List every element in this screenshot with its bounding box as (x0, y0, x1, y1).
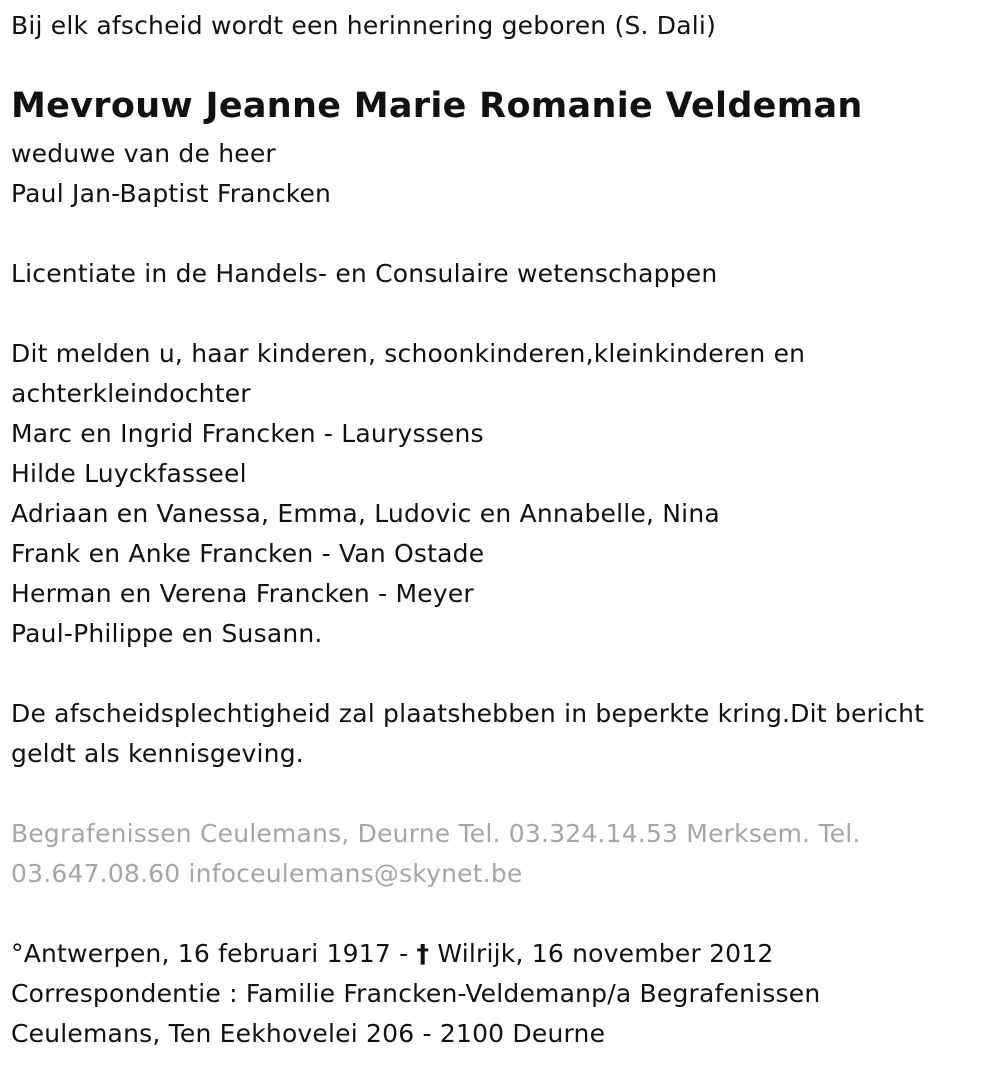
cross-icon: † (416, 939, 430, 968)
dates-line (11, 934, 774, 974)
ceremony-line2: geldt als kennisgeving. (11, 739, 304, 768)
quote-line: Bij elk afscheid wordt een herinnering geboren (S. Dali) (11, 11, 717, 40)
widow-line: weduwe van de heer (11, 139, 276, 168)
funeral-home-line1: Begrafenissen Ceulemans, Deurne Tel. 03.324.14.53 Merksem. Tel. (11, 819, 861, 848)
correspondence-line1: Correspondentie : Familie Francken-Veldemanp/a Begrafenissen (11, 979, 821, 1008)
death-info: Wilrijk, 16 november 2012 (429, 939, 774, 968)
announcement-intro-line1: Dit melden u, haar kinderen, schoonkinderen,kleinkinderen en (11, 339, 806, 368)
funeral-home-line2: 03.647.08.60 infoceulemans@skynet.be (11, 859, 523, 888)
family-member: Marc en Ingrid Francken - Lauryssens (11, 419, 484, 448)
family-member: Hilde Luyckfasseel (11, 459, 247, 488)
spouse-name: Paul Jan-Baptist Francken (11, 179, 332, 208)
correspondence-line2: Ceulemans, Ten Eekhovelei 206 - 2100 Deurne (11, 1019, 606, 1048)
announcement-intro-line2: achterkleindochter (11, 379, 251, 408)
ceremony-line1: De afscheidsplechtigheid zal plaatshebben in beperkte kring.Dit bericht (11, 699, 925, 728)
deceased-name: Mevrouw Jeanne Marie Romanie Veldeman (11, 86, 863, 126)
family-member: Adriaan en Vanessa, Emma, Ludovic en Annabelle, Nina (11, 499, 720, 528)
family-member: Herman en Verena Francken - Meyer (11, 579, 474, 608)
birth-info: °Antwerpen, 16 februari 1917 - (11, 939, 417, 968)
family-member: Paul-Philippe en Susann. (11, 619, 323, 648)
deceased-title: Licentiate in de Handels- en Consulaire wetenschappen (11, 259, 718, 288)
family-member: Frank en Anke Francken - Van Ostade (11, 539, 485, 568)
